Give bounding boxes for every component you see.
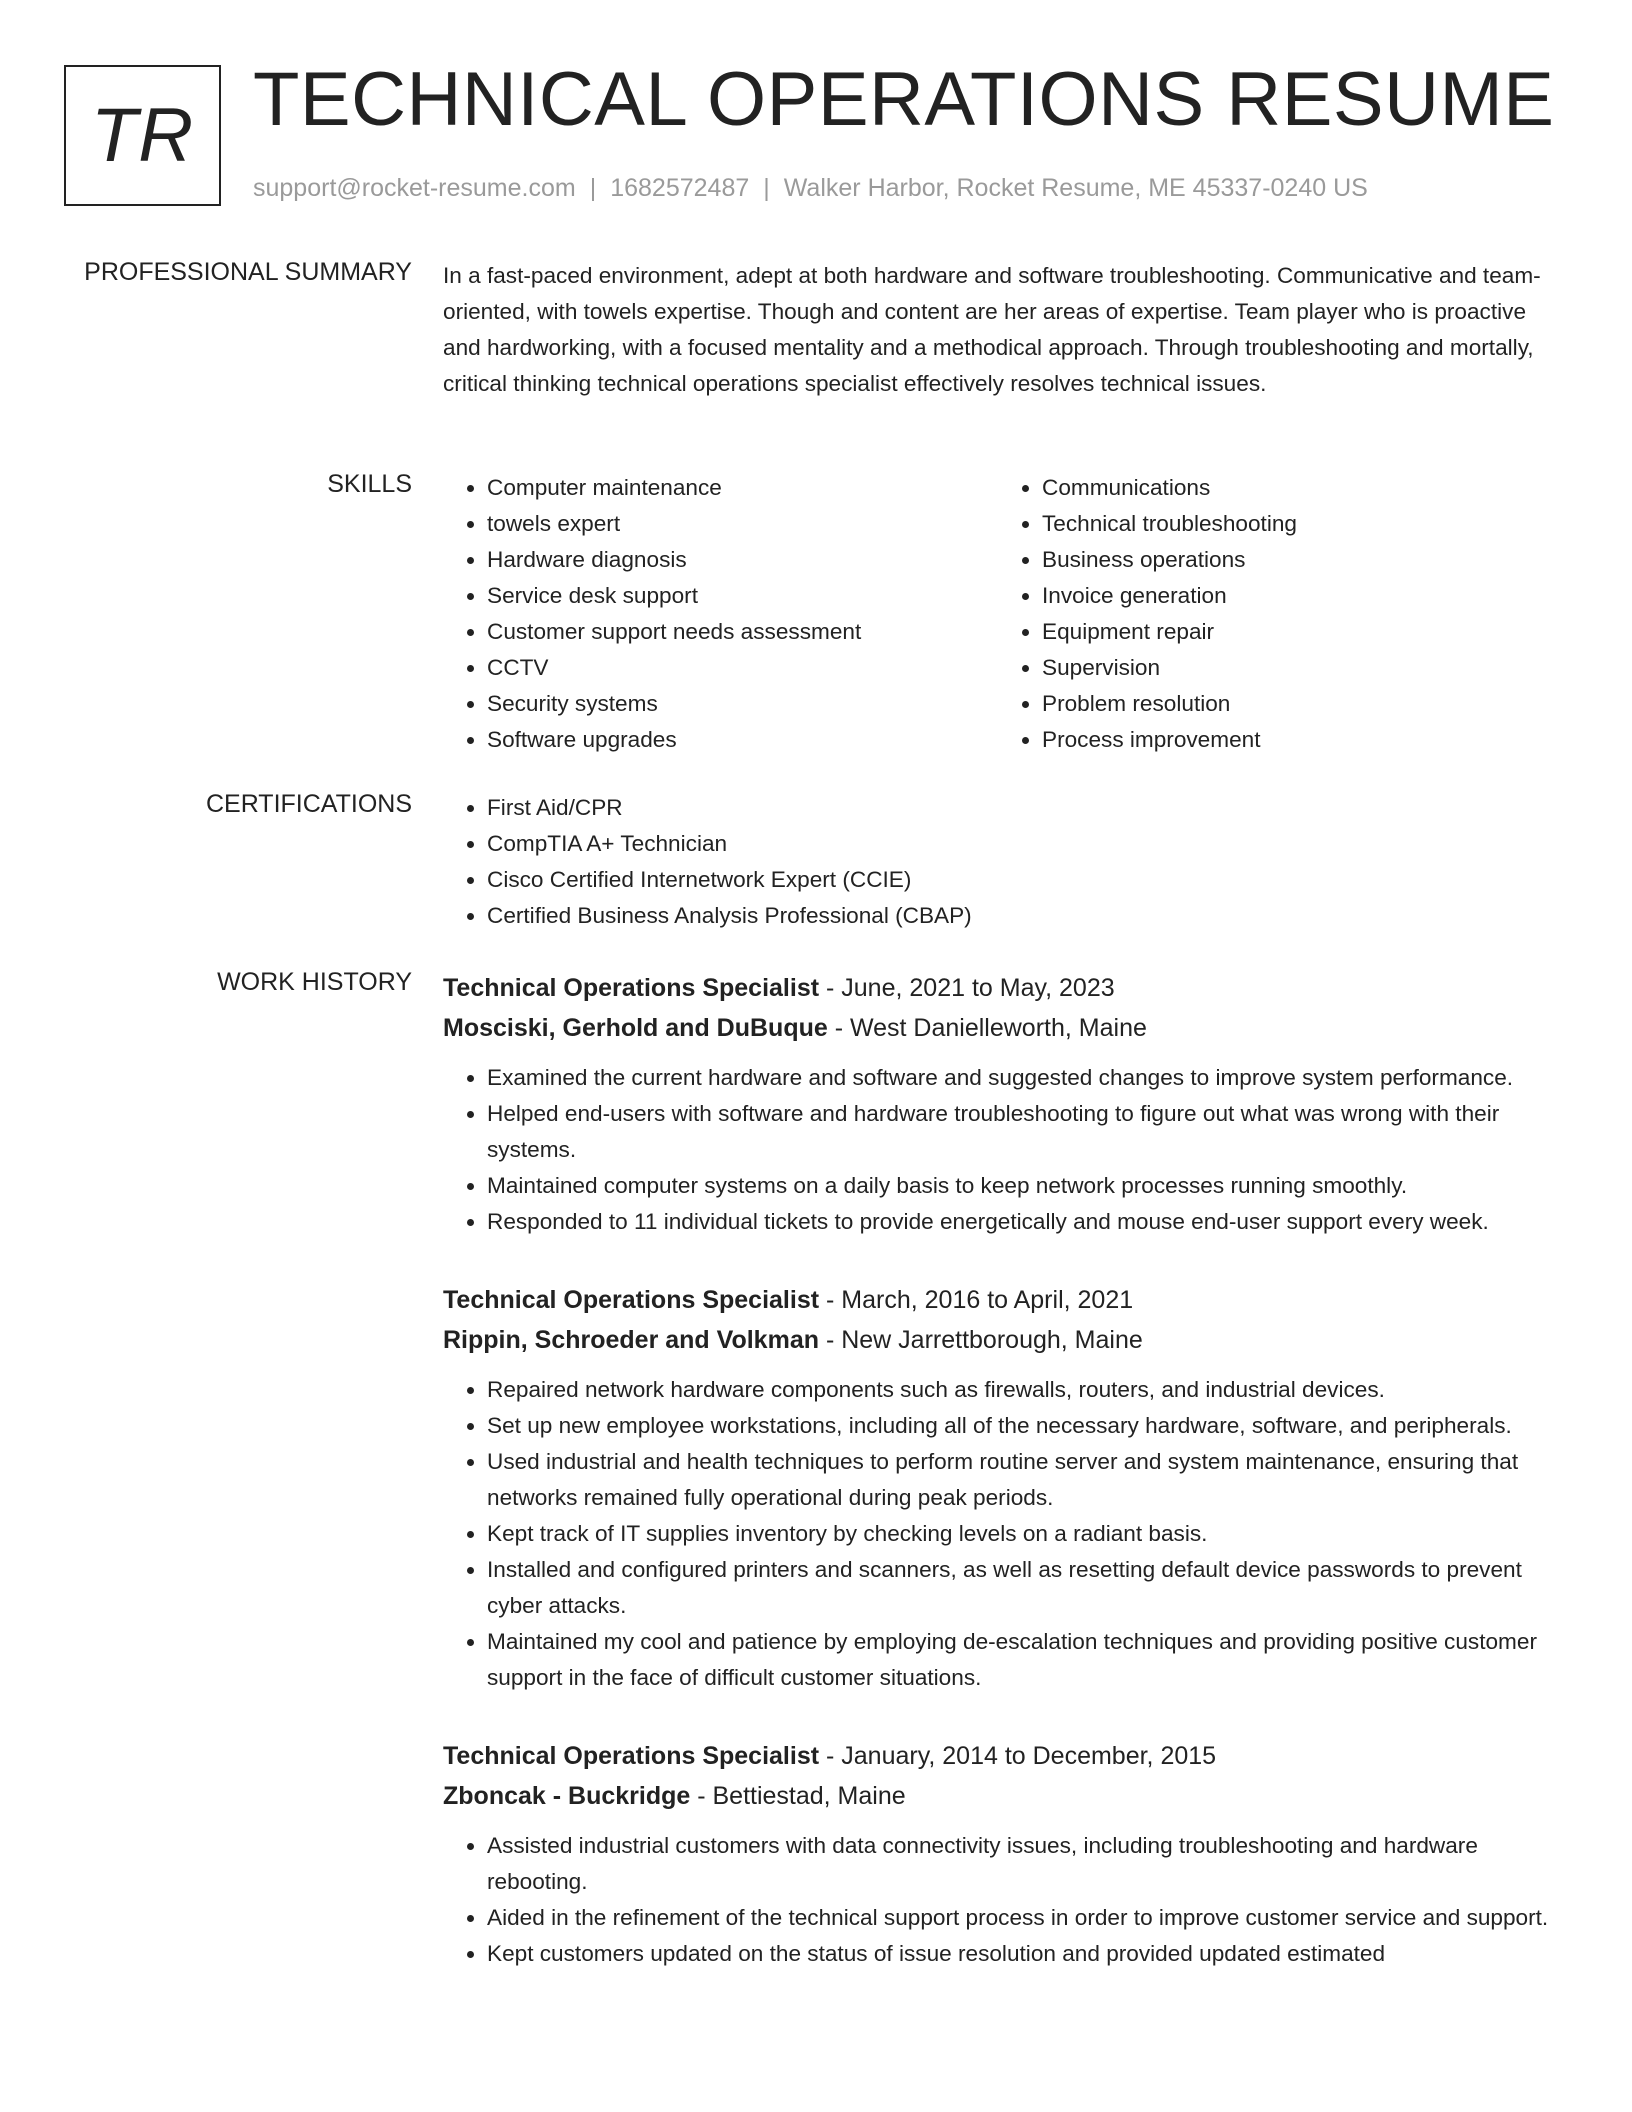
job-bullet: • Aided in the refinement of the technical support process in order to improve customer service and support. <box>487 1900 1553 1936</box>
certification-item: • Cisco Certified Internetwork Expert (CCIE) <box>487 862 1553 898</box>
job-company-line: Zboncak - Buckridge - Bettiestad, Maine <box>443 1782 906 1810</box>
section-label-summary: PROFESSIONAL SUMMARY <box>84 258 412 286</box>
skill-item: • Technical troubleshooting <box>1042 506 1553 542</box>
job-dates: March, 2016 to April, 2021 <box>841 1286 1134 1314</box>
skill-item: • Hardware diagnosis <box>487 542 998 578</box>
skill-item: • CCTV <box>487 650 998 686</box>
job-bullets <box>443 1060 1553 1240</box>
certifications-content <box>443 790 1553 934</box>
job-title: Technical Operations Specialist <box>443 1286 820 1314</box>
skill-item: • Process improvement <box>1042 722 1553 758</box>
job-bullet: • Set up new employee workstations, including all of the necessary hardware, software, and peripherals. <box>487 1408 1553 1444</box>
skills-content <box>443 470 1553 758</box>
job-company: Mosciski, Gerhold and DuBuque <box>443 1014 828 1042</box>
skill-item: • Supervision <box>1042 650 1553 686</box>
contact-separator: | <box>763 174 770 202</box>
certification-item: • First Aid/CPR <box>487 790 1553 826</box>
skill-item: • Business operations <box>1042 542 1553 578</box>
job-title-line: Technical Operations Specialist - January, 2014 to December, 2015 <box>443 1742 1217 1770</box>
job-dates: January, 2014 to December, 2015 <box>841 1742 1217 1770</box>
contact-separator: | <box>589 174 597 202</box>
job-bullet: • Repaired network hardware components such as firewalls, routers, and industrial devices. <box>487 1372 1553 1408</box>
job-title-line: Technical Operations Specialist - March, 2016 to April, 2021 <box>443 1286 1134 1314</box>
job-entry <box>443 968 1553 1240</box>
summary-text: In a fast-paced environment, adept at both hardware and software troubleshooting. Communicative and team-oriented, with towels expertise. Though and content are her areas of expertise. Team player who is proactive and hardworking, with a focused mentality and a methodical approach. Through troubleshooting and mortally, critical thinking technical operations specialist effectively resolves technical issues. <box>443 263 1541 396</box>
contact-email[interactable]: support@rocket-resume.com <box>253 174 576 202</box>
section-label-skills: SKILLS <box>327 470 412 498</box>
job-company: Rippin, Schroeder and Volkman <box>443 1326 819 1354</box>
page-title: TECHNICAL OPERATIONS RESUME <box>253 57 1555 142</box>
job-bullet: • Examined the current hardware and software and suggested changes to improve system performance. <box>487 1060 1553 1096</box>
job-dates: June, 2021 to May, 2023 <box>841 974 1115 1002</box>
job-location: West Danielleworth, Maine <box>849 1014 1147 1042</box>
monogram-logo: TR <box>64 65 221 206</box>
skills-list-left <box>443 470 998 758</box>
job-title-line: Technical Operations Specialist - June, 2021 to May, 2023 <box>443 974 1115 1002</box>
summary-content <box>443 258 1553 402</box>
certification-item: • CompTIA A+ Technician <box>487 826 1553 862</box>
skill-item: • Equipment repair <box>1042 614 1553 650</box>
job-bullet: • Maintained computer systems on a daily basis to keep network processes running smoothly. <box>487 1168 1553 1204</box>
job-title: Technical Operations Specialist <box>443 974 820 1002</box>
skill-item: • Software upgrades <box>487 722 998 758</box>
job-title: Technical Operations Specialist <box>443 1742 820 1770</box>
job-bullet: • Responded to 11 individual tickets to provide energetically and mouse end-user support every week. <box>487 1204 1553 1240</box>
job-bullets <box>443 1828 1553 1972</box>
certification-item: • Certified Business Analysis Professional (CBAP) <box>487 898 1553 934</box>
job-bullet: • Assisted industrial customers with data connectivity issues, including troubleshooting and hardware rebooting. <box>487 1828 1553 1900</box>
job-bullet: • Kept customers updated on the status of issue resolution and provided updated estimated <box>487 1936 1553 1972</box>
skill-item: • Invoice generation <box>1042 578 1553 614</box>
skill-item: • towels expert <box>487 506 998 542</box>
job-bullet: • Kept track of IT supplies inventory by checking levels on a radiant basis. <box>487 1516 1553 1552</box>
contact-line <box>253 174 1368 203</box>
certifications-list <box>443 790 1553 934</box>
job-bullet: • Maintained my cool and patience by employing de-escalation techniques and providing positive customer support in the face of difficult customer situations. <box>487 1624 1553 1696</box>
section-label-work-history: WORK HISTORY <box>217 968 412 996</box>
job-bullet: • Used industrial and health techniques to perform routine server and system maintenance, ensuring that networks remained fully operational during peak periods. <box>487 1444 1553 1516</box>
work-history-content <box>443 968 1553 2012</box>
skill-item: • Service desk support <box>487 578 998 614</box>
section-label-certifications: CERTIFICATIONS <box>205 790 412 818</box>
skill-item: • Computer maintenance <box>487 470 998 506</box>
job-entry <box>443 1736 1553 1972</box>
contact-address: Walker Harbor, Rocket Resume, ME 45337-0240 US <box>783 174 1368 202</box>
job-bullet: • Helped end-users with software and hardware troubleshooting to figure out what was wrong with their systems. <box>487 1096 1553 1168</box>
job-company-line: Rippin, Schroeder and Volkman - New Jarrettborough, Maine <box>443 1326 1143 1354</box>
job-location: New Jarrettborough, Maine <box>841 1326 1143 1354</box>
skill-item: • Problem resolution <box>1042 686 1553 722</box>
contact-phone[interactable]: 1682572487 <box>610 174 750 202</box>
job-company: Zboncak - Buckridge <box>443 1782 691 1810</box>
job-location: Bettiestad, Maine <box>712 1782 906 1810</box>
skill-item: • Security systems <box>487 686 998 722</box>
skill-item: • Customer support needs assessment <box>487 614 998 650</box>
job-company-line: Mosciski, Gerhold and DuBuque - West Danielleworth, Maine <box>443 1014 1147 1042</box>
job-entry <box>443 1280 1553 1696</box>
job-bullets <box>443 1372 1553 1696</box>
job-bullet: • Installed and configured printers and scanners, as well as resetting default device passwords to prevent cyber attacks. <box>487 1552 1553 1624</box>
skills-list-right <box>998 470 1553 758</box>
skill-item: • Communications <box>1042 470 1553 506</box>
